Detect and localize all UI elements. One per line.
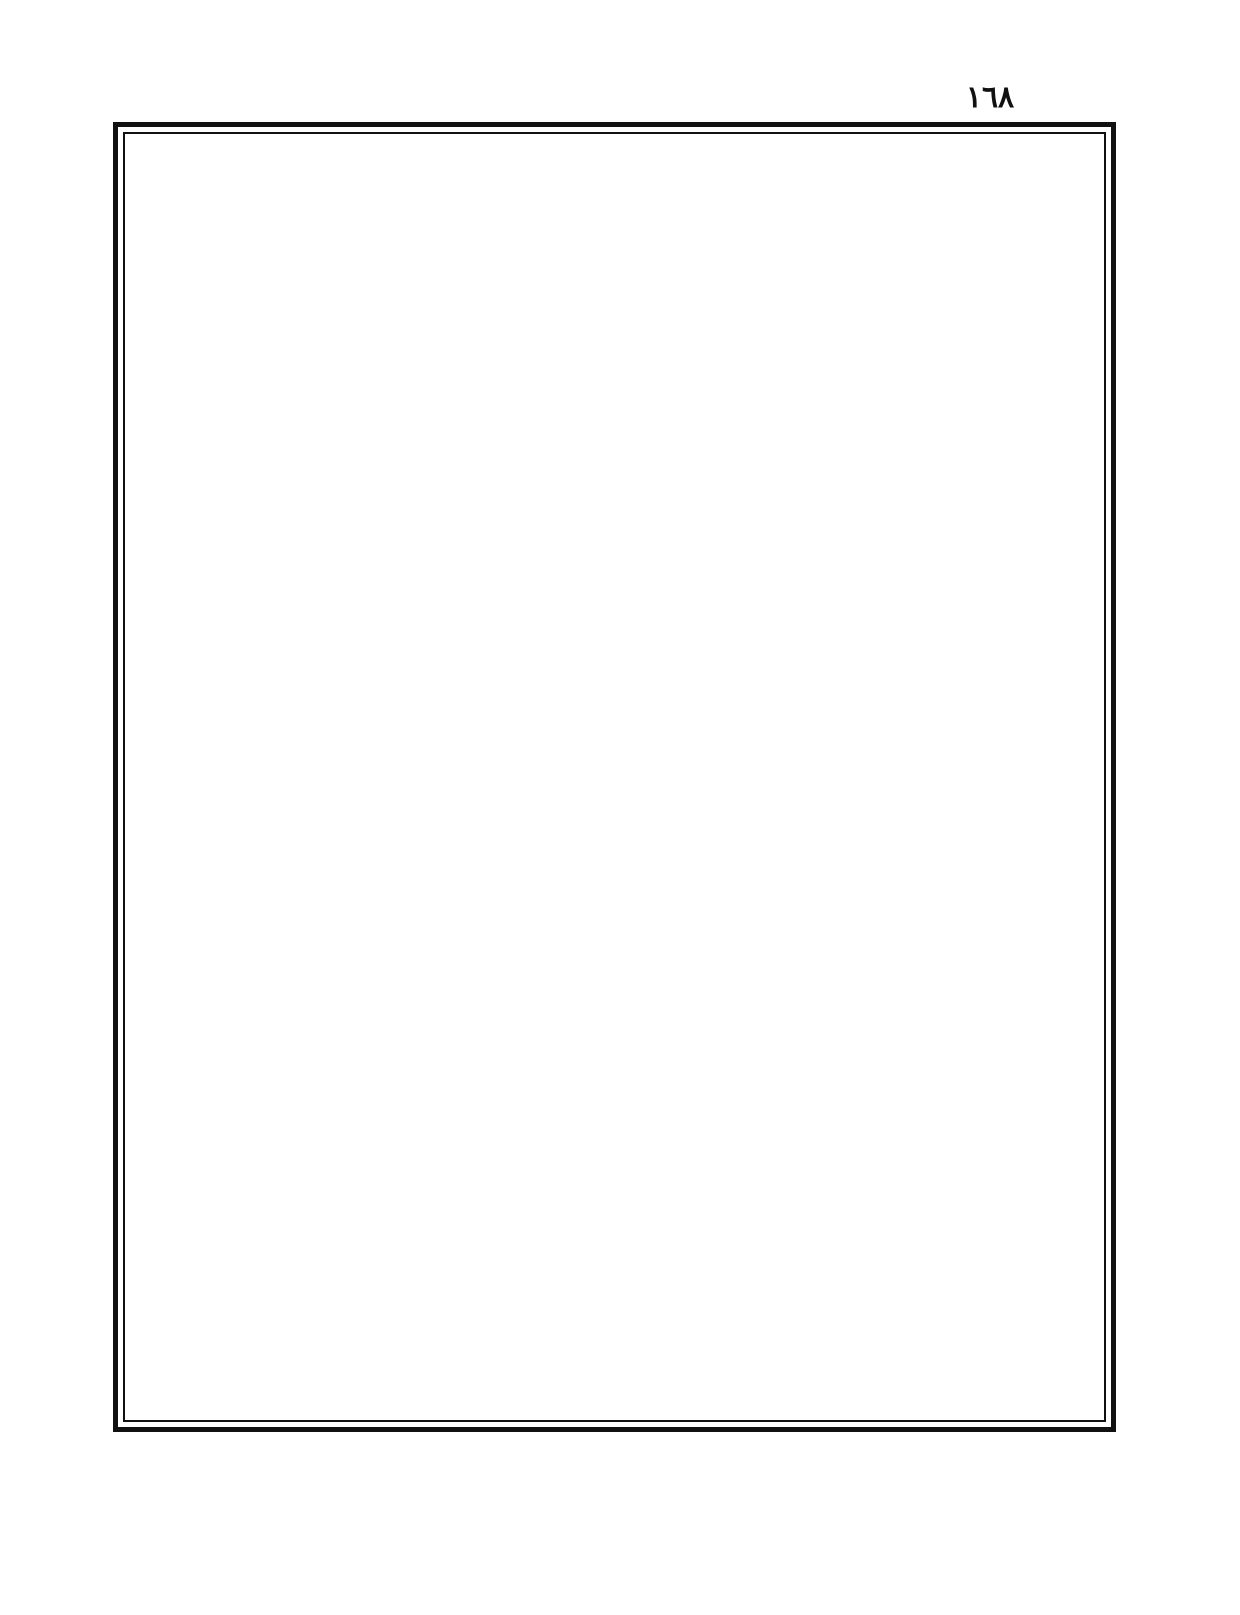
text-line [138,245,1091,298]
text-line [138,1243,1091,1296]
text-line [138,560,1091,613]
text-line [138,823,1091,876]
text-line [138,350,1091,403]
text-line [138,718,1091,771]
text-line [138,1033,1091,1086]
text-line [138,1348,1091,1401]
text-line [138,665,1091,718]
text-line [138,1085,1091,1138]
text-line [138,1190,1091,1243]
text-line [138,403,1091,456]
text-line [138,1138,1091,1191]
text-line [138,1295,1091,1348]
text-line [138,193,1091,246]
text-line [138,613,1091,666]
text-line [138,508,1091,561]
text-line [138,298,1091,351]
text-line [138,455,1091,508]
arabic-body-text [130,140,1099,1415]
text-line [138,140,1091,193]
catchword [220,1440,340,1484]
text-line [138,980,1091,1033]
text-line [138,875,1091,928]
text-line [138,928,1091,981]
text-line [138,770,1091,823]
page-number: ١٦٨ [965,80,1015,115]
